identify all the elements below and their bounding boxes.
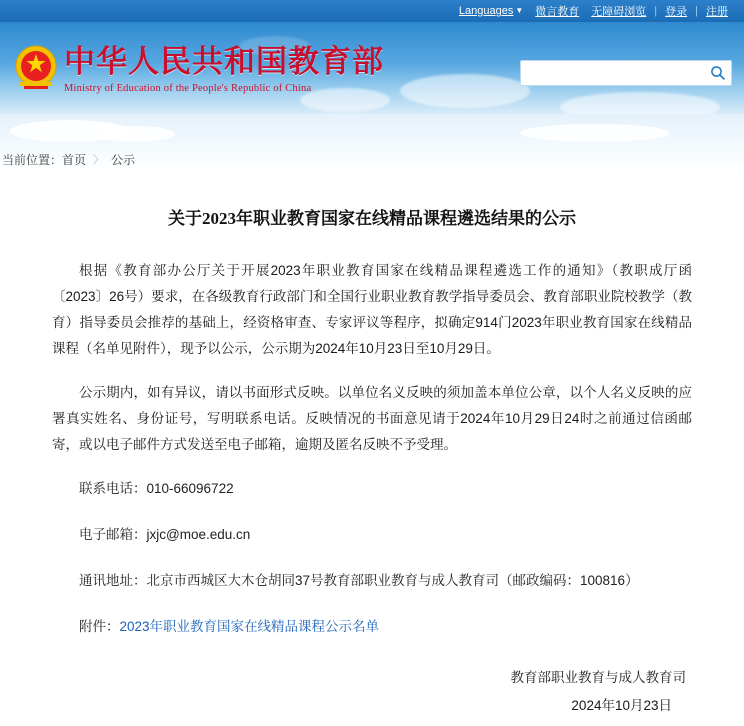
contact-address: 通讯地址：北京市西城区大木仓胡同37号教育部职业教育与成人教育司（邮政编码：100816） — [79, 573, 639, 588]
cloud-decoration — [95, 126, 175, 142]
site-header — [0, 22, 744, 114]
utility-link-weiyan[interactable]: 微言教育 — [535, 6, 580, 18]
breadcrumb-item-current[interactable]: 公示 — [111, 152, 136, 167]
attachment-label: 附件： — [79, 619, 120, 634]
utility-separator-2: | — [695, 5, 698, 17]
cloud-decoration — [560, 92, 720, 114]
site-title-block — [64, 44, 384, 94]
contact-email: 电子邮箱：jxjc@moe.edu.cn — [79, 527, 251, 542]
cloud-decoration — [520, 124, 670, 142]
search-icon[interactable] — [705, 65, 731, 81]
languages-menu[interactable]: Languages ▼ — [458, 5, 524, 17]
contact-phone: 联系电话：010-66096722 — [79, 481, 234, 496]
article-container — [0, 206, 744, 720]
article-body — [52, 258, 692, 720]
utility-link-accessibility[interactable]: 无障碍浏览 — [591, 6, 647, 18]
national-emblem — [14, 44, 58, 92]
site-title-en: Ministry of Education of the People's Republic of China — [64, 83, 312, 94]
breadcrumb — [0, 146, 744, 172]
utility-link-register[interactable]: 注册 — [706, 6, 728, 18]
utility-bar — [0, 0, 744, 22]
page-title: 关于2023年职业教育国家在线精品课程遴选结果的公示 — [168, 209, 576, 228]
attachment-link[interactable]: 2023年职业教育国家在线精品课程公示名单 — [119, 619, 380, 634]
utility-separator-1: | — [654, 5, 658, 17]
chevron-down-icon: ▼ — [515, 6, 524, 15]
breadcrumb-label: 当前位置： — [2, 152, 63, 167]
article-paragraph: 根据《教育部办公厅关于开展2023年职业教育国家在线精品课程遴选工作的通知》（教职成厅函〔2023〕26号）要求，在各级教育行政部门和全国行业职业教育教学指导委员会、教育部职业院校教学（教育）指导委员会推荐的基础上，经资格审查、专家评议等程序，拟确定914门2023年职业教育国家在线精品课程（名单见附件），现予以公示，公示期为2024年10月23日至10月29日。 — [52, 263, 692, 356]
signature-block — [52, 664, 692, 720]
chevron-right-icon: 〉 — [93, 154, 105, 166]
signature-department: 教育部职业教育与成人教育司 — [510, 670, 686, 685]
site-title-cn: 中华人民共和国教育部 — [64, 44, 384, 79]
attachment-line — [52, 614, 692, 640]
utility-link-login[interactable]: 登录 — [665, 6, 688, 18]
search-input[interactable] — [521, 61, 705, 85]
cloud-decoration — [400, 74, 530, 108]
signature-date: 2024年10月23日 — [571, 698, 672, 713]
breadcrumb-item-home[interactable]: 首页 — [62, 152, 87, 167]
article-paragraph: 公示期内，如有异议，请以书面形式反映。以单位名义反映的须加盖本单位公章，以个人名义反映的应署真实姓名、身份证号，写明联系电话。反映情况的书面意见请于2024年10月29日24时之前通过信函邮寄，或以电子邮件方式发送至电子邮箱，逾期及匿名反映不予受理。 — [52, 385, 692, 452]
search-box[interactable] — [520, 60, 732, 86]
decorative-sky-strip — [0, 114, 744, 146]
